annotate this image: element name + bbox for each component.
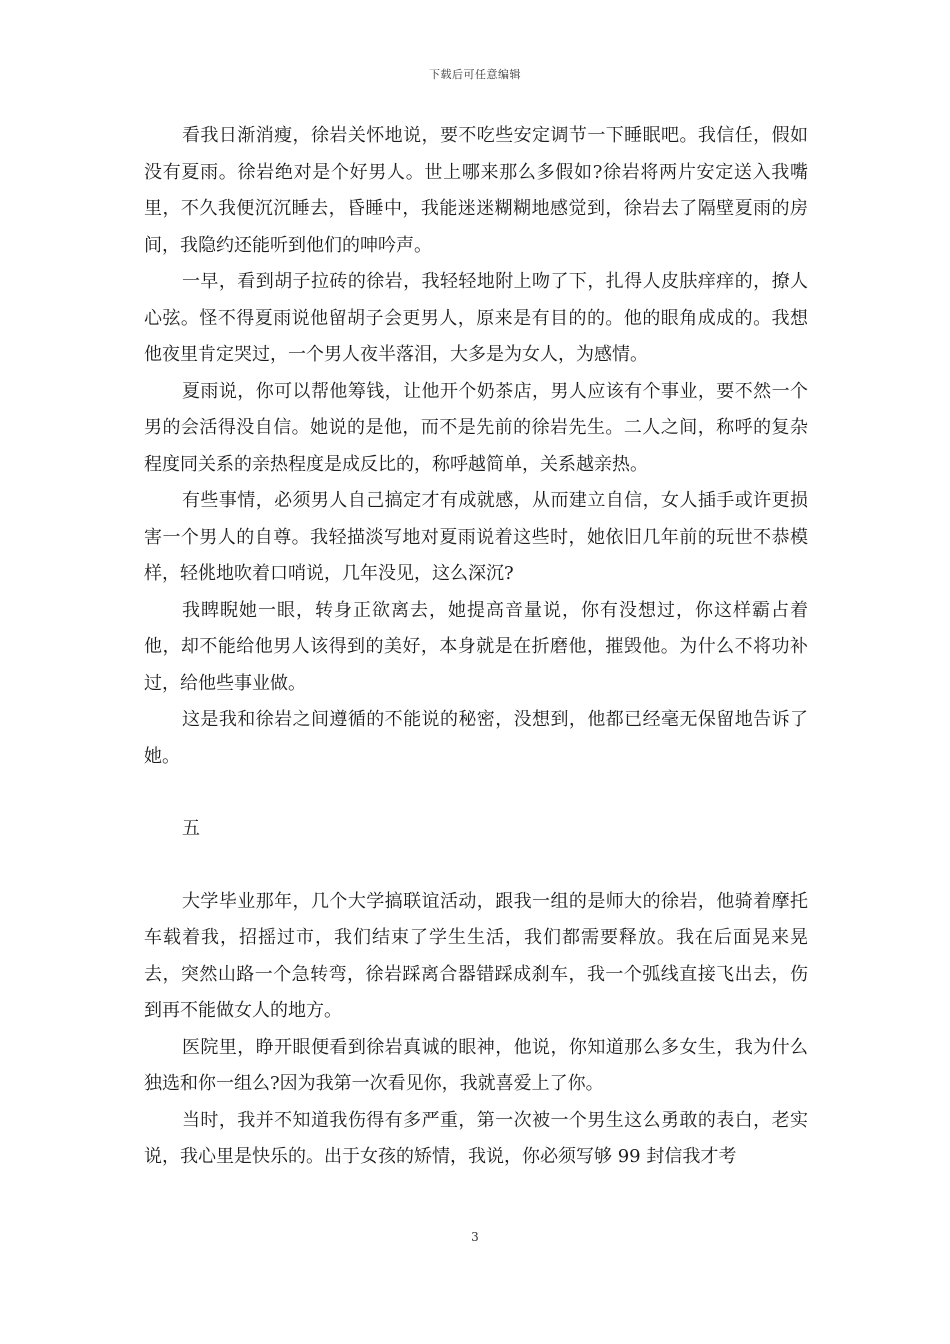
paragraph: 一早，看到胡子拉砖的徐岩，我轻轻地附上吻了下，扎得人皮肤痒痒的，撩人心弦。怪不得夏雨说他留胡子会更男人，原来是有目的的。他的眼角成成的。我想他夜里肯定哭过，一个男人夜半落泪，大多是为女人，为感情。 bbox=[144, 271, 808, 365]
paragraph: 夏雨说，你可以帮他筹钱，让他开个奶茶店，男人应该有个事业，要不然一个男的会活得没自信。她说的是他，而不是先前的徐岩先生。二人之间，称呼的复杂程度同关系的亲热程度是成反比的，称呼越简单，关系越亲热。 bbox=[144, 380, 808, 475]
paragraph: 当时，我并不知道我伤得有多严重，第一次被一个男生这么勇敢的表白，老实说，我心里是快乐的。出于女孩的矫情，我说，你必须写够 99 封信我才考 bbox=[144, 1109, 808, 1167]
paragraph: 看我日渐消瘦，徐岩关怀地说，要不吃些安定调节一下睡眠吧。我信任，假如没有夏雨。徐岩绝对是个好男人。世上哪来那么多假如?徐岩将两片安定送入我嘴里，不久我便沉沉睡去，昏睡中，我能迷迷糊糊地感觉到，徐岩去了隔壁夏雨的房间，我隐约还能听到他们的呻吟声。 bbox=[144, 125, 808, 256]
paragraph: 我睥睨她一眼，转身正欲离去，她提高音量说，你有没想过，你这样霸占着他，却不能给他男人该得到的美好，本身就是在折磨他，摧毁他。为什么不将功补过，给他些事业做。 bbox=[144, 599, 808, 694]
document-body bbox=[144, 118, 808, 1176]
paragraph: 有些事情，必须男人自己搞定才有成就感，从而建立自信，女人插手或许更损害一个男人的自尊。我轻描淡写地对夏雨说着这些时，她依旧几年前的玩世不恭模样，轻佻地吹着口哨说，几年没见，这么深沉? bbox=[144, 490, 808, 584]
paragraph: 这是我和徐岩之间遵循的不能说的秘密，没想到，他都已经毫无保留地告诉了她。 bbox=[144, 709, 808, 767]
page-number: 3 bbox=[471, 1230, 479, 1244]
paragraph: 医院里，睁开眼便看到徐岩真诚的眼神，他说，你知道那么多女生，我为什么独选和你一组么?因为我第一次看见你，我就喜爱上了你。 bbox=[144, 1036, 808, 1094]
section-title: 五 bbox=[182, 818, 200, 839]
spacer bbox=[144, 848, 808, 884]
paragraph: 大学毕业那年，几个大学搞联谊活动，跟我一组的是师大的徐岩，他骑着摩托车载着我，招摇过市，我们结束了学生生活，我们都需要释放。我在后面晃来晃去，突然山路一个急转弯，徐岩踩离合器错踩成刹车，我一个弧线直接飞出去，伤到再不能做女人的地方。 bbox=[144, 890, 808, 1021]
page-header: 下载后可任意编辑 bbox=[429, 68, 521, 81]
spacer bbox=[144, 775, 808, 811]
